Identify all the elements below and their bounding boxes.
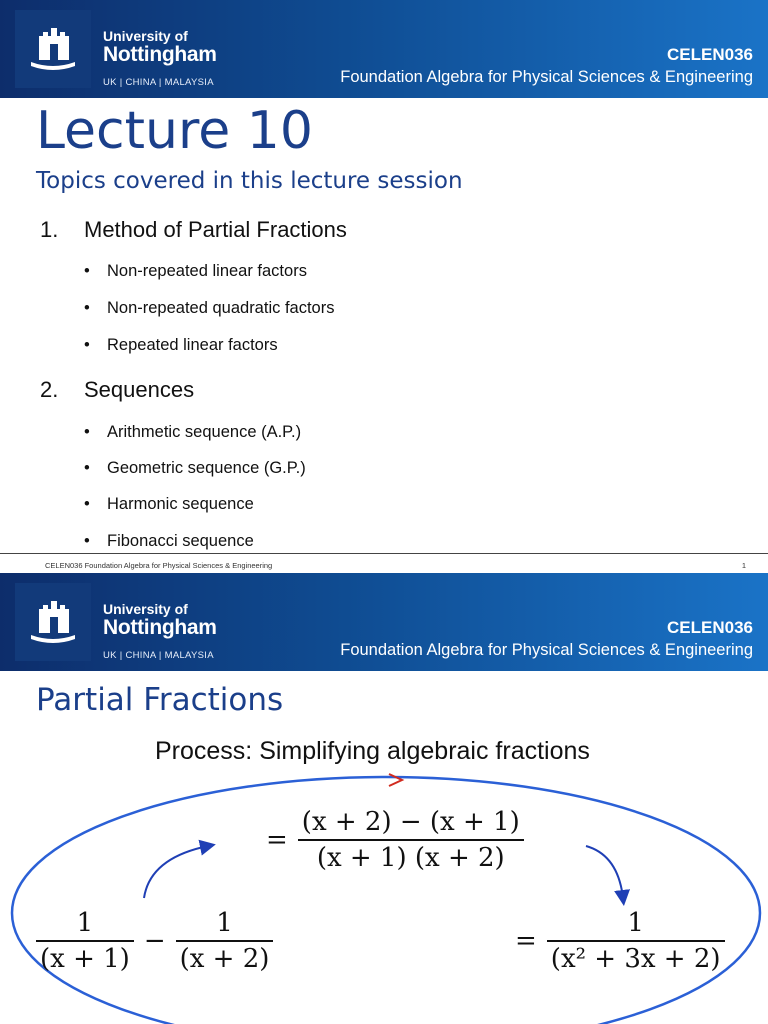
topic-number: 2. (40, 377, 59, 402)
topic-label: Method of Partial Fractions (84, 217, 347, 242)
bullet-dot: • (84, 336, 90, 354)
bullet-item (84, 336, 278, 355)
slide-partial-fractions (0, 573, 768, 1024)
numerator: 1 (627, 908, 644, 938)
fraction (36, 908, 134, 974)
course-code: CELEN036 (667, 618, 753, 637)
course-code: CELEN036 (667, 45, 753, 64)
fraction-bar (176, 940, 274, 942)
equation-result (505, 908, 725, 974)
bullet-item (84, 423, 301, 442)
bullet-dot: • (84, 262, 90, 280)
footer-course-text: CELEN036 Foundation Algebra for Physical Sciences & Engineering (45, 561, 273, 570)
denominator: (x² + 3x + 2) (550, 943, 721, 974)
bullet-item (84, 495, 254, 514)
bullet-label: Non-repeated linear factors (107, 262, 307, 280)
bullet-item (84, 532, 254, 551)
bullet-label: Fibonacci sequence (107, 532, 254, 550)
equals-sign: = (515, 925, 537, 956)
bullet-label: Geometric sequence (G.P.) (107, 459, 306, 477)
bullet-item (84, 459, 306, 478)
university-name-line2: Nottingham (103, 616, 217, 639)
minus-sign: − (143, 925, 166, 956)
university-name-line1: University of (103, 28, 188, 44)
denominator: (x + 1) (x + 2) (316, 842, 505, 873)
fraction-bar (36, 940, 134, 942)
castle-crest-icon (15, 10, 91, 88)
topic-label: Sequences (84, 377, 195, 402)
topic-item (40, 217, 347, 243)
fraction-bar (298, 839, 524, 841)
university-campuses: UK | CHINA | MALAYSIA (103, 650, 214, 661)
university-name-line2: Nottingham (103, 43, 217, 66)
page-number: 1 (741, 561, 746, 570)
equals-sign: = (266, 824, 288, 855)
course-title: Foundation Algebra for Physical Sciences & Engineering (340, 68, 753, 86)
bullet-dot: • (84, 495, 90, 513)
equation-step-1 (256, 807, 524, 873)
slide-title: Partial Fractions (36, 682, 284, 718)
topic-item (40, 377, 194, 403)
bullet-dot: • (84, 299, 90, 317)
bullet-label: Arithmetic sequence (A.P.) (107, 423, 302, 441)
fraction-bar (547, 940, 725, 942)
denominator: (x + 2) (179, 943, 270, 974)
curved-arrow-up-icon (144, 846, 208, 898)
equation-start (36, 908, 273, 974)
university-name-line1: University of (103, 601, 188, 617)
bullet-dot: • (84, 532, 90, 550)
bullet-item (84, 299, 334, 318)
course-title: Foundation Algebra for Physical Sciences & Engineering (340, 641, 753, 659)
bullet-item (84, 262, 307, 281)
bullet-label: Non-repeated quadratic factors (107, 299, 335, 317)
curved-arrow-down-icon (586, 846, 623, 898)
bullet-dot: • (84, 423, 90, 441)
process-text: Process: Simplifying algebraic fractions (155, 737, 590, 765)
fraction (298, 807, 524, 873)
bullet-label: Harmonic sequence (107, 495, 254, 513)
bullet-label: Repeated linear factors (107, 336, 278, 354)
fraction (176, 908, 274, 974)
lecture-subtitle: Topics covered in this lecture session (36, 168, 463, 194)
fraction (547, 908, 725, 974)
denominator: (x + 1) (40, 943, 130, 974)
header-banner (0, 0, 768, 98)
footer-divider (0, 553, 768, 554)
topic-number: 1. (40, 217, 59, 242)
numerator: 1 (216, 908, 233, 938)
lecture-title: Lecture 10 (36, 101, 313, 161)
bullet-dot: • (84, 459, 90, 477)
numerator: (x + 2) − (x + 1) (301, 807, 520, 837)
university-campuses: UK | CHINA | MALAYSIA (103, 77, 214, 88)
numerator: 1 (76, 908, 94, 938)
